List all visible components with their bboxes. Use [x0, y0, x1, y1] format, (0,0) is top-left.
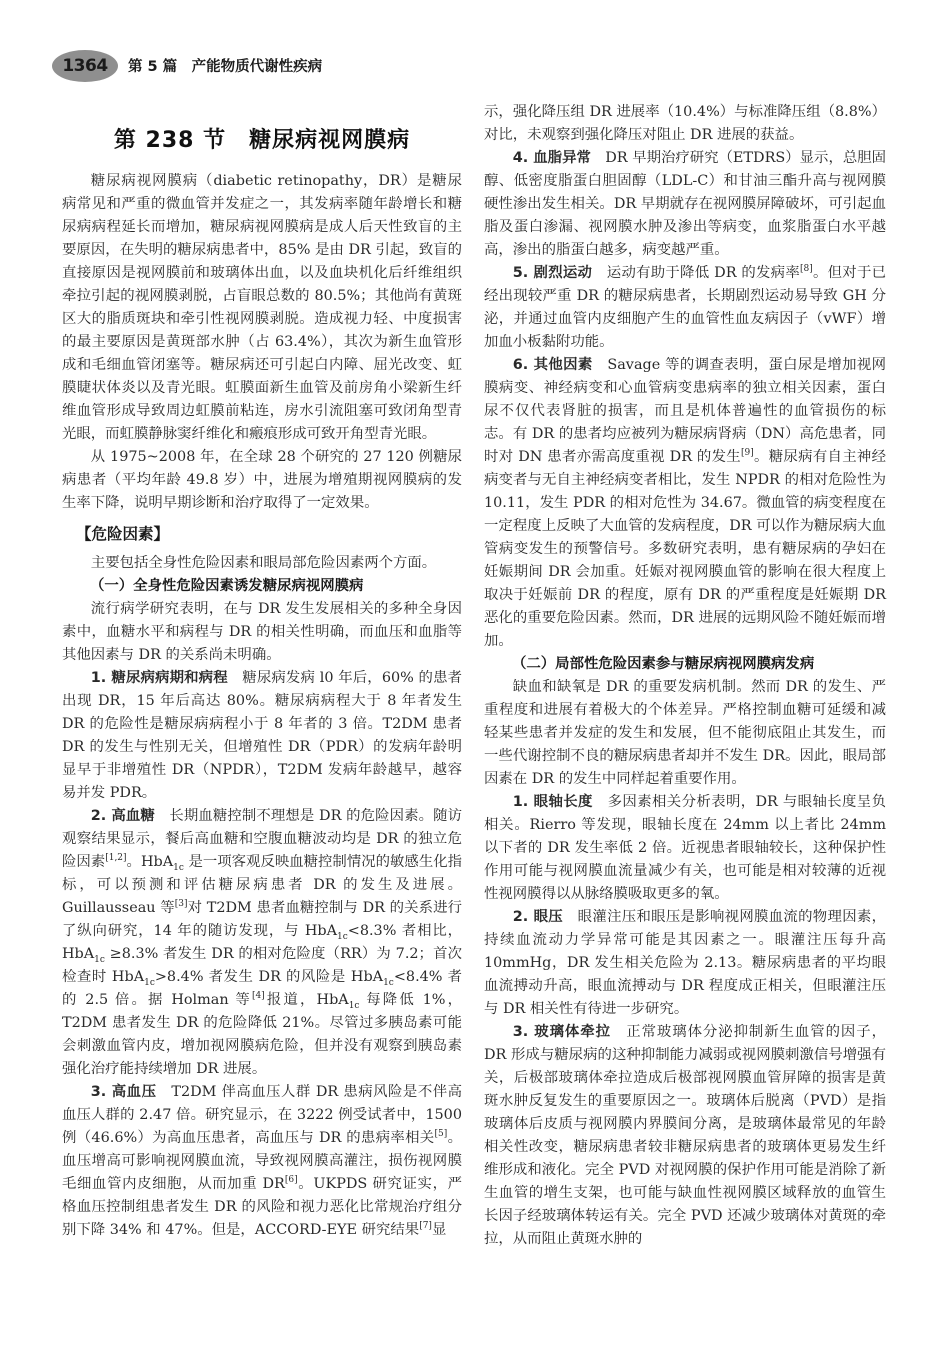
systemic-factors-heading: （一）全身性危险因素诱发糖尿病视网膜病: [90, 578, 364, 594]
factor-1-lead: 1. 糖尿病病期和病程: [90, 670, 228, 686]
factor-2-paragraph: 2. 高血糖 长期血糖控制不理想是 DR 的危险因素。随访观察结果显示，餐后高血糖和空腹血糖波动均是 DR 的独立危险因素[1,2]。HbA$_{1c}$ 是一项客观反映血糖控制情况的敏感生化指标，可以预测和评估糖尿病患者 DR 的发生及进展。Guillausseau 等[3]对 T2DM 患者血糖控制与 DR 的关系进行了纵向研究，14 年的随访发现，与 HbA$_{1c}$<8.3% 者相比，HbA$_{1c}$ ≥8.3% 者发生 DR 的相对危险度（RR）为 7.2；首次检查时 HbA$_{1c}$>8.4% 者发生 DR 的风险是 HbA$_{1c}$<8.4% 者的 2.5 倍。据 Holman 等[4]报道，HbA$_{1c}$ 每降低 1%，T2DM 患者发生 DR 的危险降低 21%。尽管过多胰岛素可能会刺激血管内皮，增加视网膜病危险，但并没有观察到胰岛素强化治疗能持续增加 DR 进展。: [62, 808, 463, 1077]
local-factor-2-paragraph: 2. 眼压 眼灌注压和眼压是影响视网膜血流的物理因素，持续血流动力学异常可能是其因素之一。眼灌注压每升高 10mmHg，DR 发生相关危险为 2.13。糖尿病患者的平均眼血流搏动升高，眼血流搏动与 DR 程度成正相关，但眼灌注压与 DR 相关性有待进一步研究。: [484, 909, 886, 1017]
section-title: 第 238 节 糖尿病视网膜病: [113, 128, 411, 153]
running-title: 第 5 篇 产能物质代谢性疾病: [128, 59, 323, 75]
local-factor-2-lead: 2. 眼压: [512, 909, 563, 925]
local-factor-3-lead: 3. 玻璃体牵拉: [512, 1024, 611, 1040]
factor-5-paragraph: 5. 剧烈运动 运动有助于降低 DR 的发病率[8]。但对于已经出现较严重 DR 的糖尿病患者，长期剧烈运动易导致 GH 分泌，并通过血管内皮细胞产生的血管性血友病因子（vWF）增加血小板黏附功能。: [484, 264, 886, 350]
local-factors-heading: （二）局部性危险因素参与糖尿病视网膜病发病: [512, 656, 815, 672]
factor-5-lead: 5. 剧烈运动: [512, 265, 593, 281]
citation: [7]: [419, 1221, 432, 1232]
local-factor-1-paragraph: 1. 眼轴长度 多因素相关分析表明，DR 与眼轴长度呈负相关。Rierro 等发现，眼轴长度在 24mm 以上者比 24mm 以下者的 DR 发生率低 2 倍。近视患者眼轴较长，这种保护性作用可能与视网膜血流量减少有关，也可能是相对较薄的近视性视网膜得以从脉络膜吸取更多的氧。: [484, 794, 886, 902]
risk-intro: 主要包括全身性危险因素和眼局部危险因素两个方面。: [90, 555, 437, 571]
risk-factors-heading: 【危险因素】: [76, 525, 170, 543]
factor-1-paragraph: 1. 糖尿病病期和病程 糖尿病发病 l0 年后，60% 的患者出现 DR，15 年后高达 80%。糖尿病病程大于 8 年者发生 DR 的危险性是糖尿病病程小于 8 年者的 3 倍。T2DM 患者 DR 的发生与性别无关，但增殖性 DR（PDR）的发病年龄明显早于非增殖性 DR（NPDR），T2DM 发病年龄越早，越容易并发 PDR。: [62, 670, 463, 801]
intro-paragraph-2: 从 1975~2008 年，在全球 28 个研究的 27 120 例糖尿病患者（平均年龄 49.8 岁）中，进展为增殖期视网膜病的发生率下降，说明早期诊断和治疗取得了一定效果。: [62, 449, 462, 511]
citation: [8]: [800, 264, 813, 275]
factor-6-lead: 6. 其他因素: [512, 357, 593, 373]
factor-6-paragraph: 6. 其他因素 Savage 等的调查表明，蛋白尿是增加视网膜病变、神经病变和心血管病变患病率的独立相关因素，蛋白尿不仅代表肾脏的损害，而且是机体普遍性的血管损伤的标志。有 DR 的患者均应被列为糖尿病肾病（DN）高危患者，同时对 DN 患者亦需高度重视 DR 的发生[9]。糖尿病有自主神经病变者与无自主神经病变者相比，发生 NPDR 的相对危险性为 10.11，发生 PDR 的相对危性为 34.67。微血管的病变程度在一定程度上反映了大血管的发病程度，DR 可以作为糖尿病大血管病变发生的预警信号。多数研究表明，患有糖尿病的孕妇在妊娠期间 DR 会加重。妊娠对视网膜血管的影响在很大程度上取决于妊娠前 DR 的程度，原有 DR 的严重程度是妊娠期 DR 恶化的重要危险因素。然而，DR 进展的远期风险不随妊娠而增加。: [484, 357, 886, 649]
citation: [6]: [284, 1175, 298, 1186]
page-header: [52, 50, 472, 84]
citation: [3]: [174, 899, 188, 910]
factor-4-paragraph: 4. 血脂异常 DR 早期治疗研究（ETDRS）显示，总胆固醇、低密度脂蛋白胆固醇（LDL-C）和甘油三酯升高与视网膜硬性渗出发生相关。DR 早期就存在视网膜屏障破坏，可引起血脂及蛋白渗漏、视网膜水肿及渗出等病变，血浆脂蛋白水平越高，渗出的脂蛋白越多，病变越严重。: [484, 150, 887, 258]
systemic-intro: 流行病学研究表明，在与 DR 发生发展相关的多种全身因素中，血糖水平和病程与 DR 的相关性明确，而血压和血脂等其他因素与 DR 的关系尚未明确。: [62, 601, 462, 663]
citation: [5]: [434, 1129, 448, 1140]
intro-paragraph-1: 糖尿病视网膜病（diabetic retinopathy，DR）是糖尿病常见和严重的微血管并发症之一，其发病率随年龄增长和糖尿病病程延长而增加，糖尿病视网膜病是成人后天性致盲的主要原因，在失明的糖尿病患者中，85% 是由 DR 引起，致盲的直接原因是视网膜前和玻璃体出血，以及血块机化后纤维组织牵拉引起的视网膜剥脱，占盲眼总数的 80.5%；其他尚有黄斑区大的脂质斑块和牵引性视网膜剥脱。造成视力轻、中度损害的最主要原因是黄斑部水肿（占 63.4%），其次为新生血管形成和毛细血管闭塞等。糖尿病还可引起白内障、屈光改变、虹膜睫状体炎以及青光眼。虹膜面新生血管及前房角小梁新生纤维血管形成导致周边虹膜前粘连，房水引流阻塞可致闭角型青光眼，而虹膜静脉窦纤维化和瘢痕形成可致开角型青光眼。: [62, 173, 462, 442]
left-column: [62, 170, 462, 1242]
local-factor-3-paragraph: 3. 玻璃体牵拉 正常玻璃体分泌抑制新生血管的因子，DR 形成与糖尿病的这种抑制能力减弱或视网膜刺激信号增强有关，后极部玻璃体牵拉造成后极部视网膜血管屏障的损害是黄斑水肿反复发生的重要原因之一。玻璃体后脱离（PVD）是指玻璃体后皮质与视网膜内界膜间分离，是玻璃体最常见的年龄相关性改变，糖尿病患者较非糖尿病患者的玻璃体更易发生纤维形成和液化。完全 PVD 对视网膜的保护作用可能是消除了新生血管的增生支架，也可能与缺血性视网膜区域释放的血管生长因子经玻璃体转运有关。完全 PVD 还减少玻璃体对黄斑的牵拉，从而阻止黄斑水肿的: [484, 1024, 886, 1247]
continued-paragraph: 示，强化降压组 DR 进展率（10.4%）与标准降压组（8.8%）对比，未观察到强化降压对阻止 DR 进展的获益。: [484, 104, 886, 143]
page-number: 1364: [62, 56, 108, 76]
citation: [9]: [741, 448, 754, 459]
factor-3-paragraph: 3. 高血压 T2DM 伴高血压人群 DR 患病风险是不伴高血压人群的 2.47 倍。研究显示，在 3222 例受试者中，1500 例（46.6%）为高血压患者，高血压与 DR 的患病率相关[5]。血压增高可影响视网膜血流，导致视网膜高灌注，损伤视网膜毛细血管内皮细胞，从而加重 DR[6]。UKPDS 研究证实，严格血压控制组患者发生 DR 的风险和视力恶化比常规治疗组分别下降 34% 和 47%。但是，ACCORD-EYE 研究结果[7]显: [62, 1084, 462, 1238]
factor-2-lead: 2. 高血糖: [90, 808, 155, 824]
factor-3-lead: 3. 高血压: [90, 1084, 157, 1100]
local-intro: 缺血和缺氧是 DR 的重要发病机制。然而 DR 的发生、严重程度和进展有着极大的个体差异。严格控制血糖可延缓和减轻某些患者并发症的发生和发展，但不能彻底阻止其发生，而一些代谢控制不良的糖尿病患者却并不发生 DR。因此，眼局部因素在 DR 的发生中同样起着重要作用。: [484, 679, 886, 787]
citation: [1,2]: [105, 853, 127, 864]
factor-4-lead: 4. 血脂异常: [512, 150, 591, 166]
citation: [4]: [251, 991, 265, 1002]
local-factor-1-lead: 1. 眼轴长度: [512, 794, 593, 810]
right-column: [484, 101, 886, 1251]
